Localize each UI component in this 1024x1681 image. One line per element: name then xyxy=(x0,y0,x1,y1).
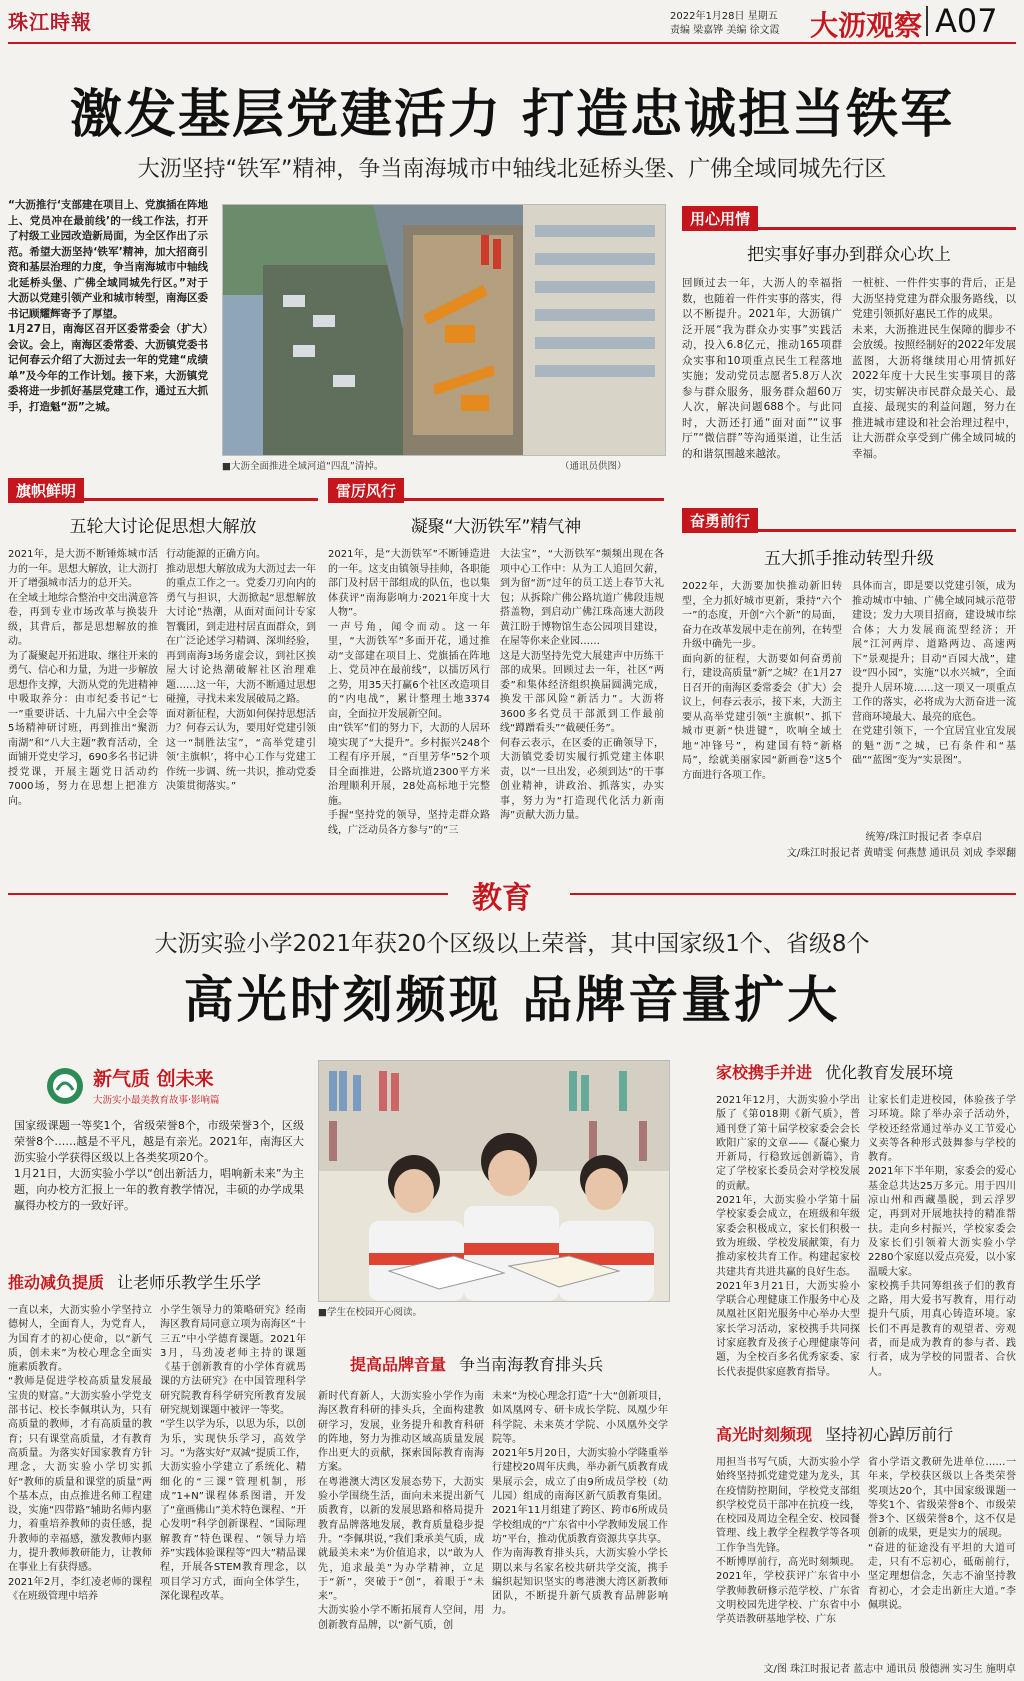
jiaxiao-heading xyxy=(716,1060,1016,1086)
main-photo xyxy=(222,204,666,456)
masthead-rule xyxy=(8,42,1016,44)
section-tag: 雷厉风行 xyxy=(328,478,404,503)
education-kicker: 大沥实验小学2021年获20个区级以上荣誉，其中国家级1个、省级8个 xyxy=(154,931,870,957)
construction-scene-image xyxy=(223,205,665,455)
gaoguang-heading xyxy=(716,1422,1016,1448)
date-line: 2022年1月28日 星期五 xyxy=(670,11,778,22)
pinpai-tag: 提高品牌音量 xyxy=(350,1355,447,1374)
jianfu-heading xyxy=(8,1270,308,1296)
section-tag: 用心用情 xyxy=(682,206,758,231)
education-section-label: 教育 xyxy=(472,881,532,916)
logo-title: 新气质 创未来 xyxy=(93,1068,214,1090)
section-tag: 旗帜鲜明 xyxy=(8,478,84,503)
gaoguang-text: 用担当书写气质，大沥实验小学始终坚持抓党建党建为龙头，其在疫情防控期间，学校党支部组织学校党员干部冲在抗疫一线，在校园及周边全程全安、校园餐管理、线上教学全程教学等各项工作争当先锋。 不断博厚前行，高光时刻频现。2021年，学校获评广东省中小学教师教研修示范学校、广东省文明校园先进学校、广东省中小学英语教研基地学校、广东 xyxy=(716,1457,860,1626)
section-title: 大沥观察 xyxy=(810,9,923,42)
section-text: 2021年，是“大沥铁军”不断锤造进的一年。这支由镇领导挂帅，各职能部门及村居干部组成的队伍，也以集体获评“南海影响力·2021年度十大人物”。 一声号角，闻令而动。这一年里，“大沥铁军”多面开花，通过推动“支部建在项目上、党旗插在阵地上、党员冲在最前线”，以擂厉风行之势，用35天打赢6个社区改造项目的“内电战”，累计整理土地3374亩，全面拉开发展新空间。 由“铁军”们的努力下，大沥的人居环境实现了“大提升”。乡村振兴248个工程有序开展，“百里芳华”52个项目全面推进，公路坑道2300平方米治理顺利开展，28处高标地于完整施。 手握“坚持党的领导，坚持走群众路线，广泛动员各方参与”的“三 xyxy=(328,549,490,836)
education-intro: 国家级课题一等奖1个，省级荣誉8个，市级荣誉3个，区级荣誉8个……越是不平凡，越是有亲光。2021年，南海区大沥实验小学获得区级以上各类奖项20个。 1月21日，大沥实验小学以“创出新活力，唱响新未来”为主题，向办校方汇报上一年的教育教学情况，丰硕的办学成果赢得办校方的一致好评。 xyxy=(14,1119,304,1212)
logo-subtitle: 大沥实小最美教育故事·影响篇 xyxy=(93,1095,220,1106)
section-text: 2022年，大沥要加快推动新旧转型，全力抓好城市更新，秉持“六个一”的态度，开创“六个新”的局面，奋力在改革发展中走在前列，在转型升级中确先一步。 面向新的征程，大沥要如何奋勇前行，建设高质量“新”之城？在1月27日召开的南海区委常委会（扩大）会议上，何春云表示，接下来，大沥主要从高举党建引领“主旗帜”、抓下城市更新“快进键”，吹响全域土地“冲锋号”，构建国有特“新格局”，绘就美丽家园“新画卷”这5个方面进行各项工作。 xyxy=(682,581,842,781)
editor-line: 责编 梁嘉铧 美编 徐文霞 xyxy=(670,25,780,36)
pinpai-text: 未来“为校心理念打造”十大“创新项目，如凤凰网专、研卡成长学院、凤凰少年科学院、未来英才学院、小凤凰外交学院等。 2021年5月20日，大沥实验小学隆重举行建校20周年庆典，举办新气质教育成果展示会，成立了由9所成员学校（幼儿园）组成的南海区新气质教育集团。2021年11月组建了跨区、跨市6所成员学校组成的“广东省中小学教师发展工作坊”平台，推动优质教育资源共享共享。 作为南海教育排头兵，大沥实验小学长期以来与名家名校共研共学交流，携手编织起知识坚实的粤港澳大湾区新教师团队，不断提升新气质教育品牌影响力。 xyxy=(492,1391,668,1617)
jianfu-title: 让老师乐教学生乐学 xyxy=(117,1273,262,1292)
students-reading-image xyxy=(319,1061,669,1301)
date-block xyxy=(670,10,790,38)
school-emblem-icon xyxy=(45,1066,85,1106)
main-photo-credit: （通讯员供图） xyxy=(560,461,627,472)
newspaper-logo: 珠江時報 xyxy=(8,10,92,34)
section-text: 一桩桩、一件件实事的背后，正是大沥坚持党建为群众服务路线，以党建引领抓好惠民工作的成果。 未来，大沥推进民生保障的脚步不会放缓。按照经制好的2022年发展蓝图，大沥将继续用心用情抓好2022年度十大民生实事项目的落实，切实解决市民群众最关心、最直接、最现实的利益问题，努力在推进城市建设和社会治理过程中，让大沥群众享受到广佛全域同城的幸福。 xyxy=(852,277,1016,460)
education-photo xyxy=(318,1060,670,1302)
section-text: 具体而言，即是要以党建引领，成为推动城市中轴、广佛全域同城示范带建设；发力大项目招商，建设城市综合体；大力发展商流型经济；开展“江河两岸、道路两边、高速两下”景观提升；目动“百园大战”，建设“四小园”，实施“以水兴城”，全面提升人居环境……这一项又一项重点工作的落实，必将成为大沥奋进一流营商环境最大、最亮的底色。 在党建引领下，一个宜居宜业宜发展的魁“沥”之城，已有条件和“基础”“蓝图”变为“实景图”。 xyxy=(852,581,1016,766)
byline: 统筹/珠江时报记者 李卓启 xyxy=(865,832,982,843)
education-rule-right xyxy=(570,893,1016,895)
pinpai-heading xyxy=(350,1352,680,1378)
education-rule-left xyxy=(8,893,448,895)
section-text: 大法宝”，“大沥铁军”频频出现在各项中心工作中：从为工人追回欠薪，到为留“沥”过年的员工送上春节大礼包；从拆除广佛公路坑道广佛段违规搭盖物，到启动广佛江珠高速大沥段黄江盼于博物馆生态公园项目建设，在屋等你来企业园…… 这是大沥坚持先党大展建声中历练干部的成果。回顾过去一年，社区“两委”和集体经济组织换届圆满完成，换发干部风险“新活力”。大沥将3600多名党员干部派到工作最前线“蹲蹭看头”“截硬任务”。 何春云表示，在区委的正确领导下，大沥镇党委切实履行抓党建主体职责，以“一旦出发，必须到达”的干事创业精神，讲政治、抓落实，办实事，努力为“打造现代化活力新南海”贡献大沥力量。 xyxy=(500,549,664,821)
section-tag: 奋勇前行 xyxy=(682,508,758,533)
main-headline: 激发基层党建活力 打造忠诚担当铁军 xyxy=(69,85,955,145)
pinpai-text: 新时代育新人，大沥实验小学作为南海区教育科研的排头兵，全面构建教研学习，发展，业务提升和教育科研的阵地，努力为推动区域高质量发展作出更大的贡献，探索国际教育南海方案。 在粤港澳大湾区发展态势下，大沥实验小学围绕生活，面向未来提出新气质教育，以新的发展思路和格局提升教育品牌落地发展，教育质量稳步提升。“李佩琪说，”我们秉承美气质，成就最美未来”为价值追求，以“敢为人先，追求最美”为办学精神，立足于“新”，突破于“创”，着眼于“未来”。 大沥实验小学不断拓展育人空间，用创新教育品牌，以“新气质，创 xyxy=(318,1391,484,1631)
education-headline: 高光时刻频现 品牌音量扩大 xyxy=(183,971,841,1029)
byline: 文/珠江时报记者 黄晴雯 何燕慧 通讯员 刘成 李翠翻 xyxy=(786,848,1016,859)
jiaxiao-title: 优化教育发展环境 xyxy=(825,1063,954,1082)
pinpai-title: 争当南海教育排头兵 xyxy=(459,1355,604,1374)
gaoguang-text: 省小学语文教研先进单位……一年来，学校获区级以上各类荣誉奖项达20个，其中国家级课题一等奖1个、省级荣誉8个、市级荣誉3个、区级荣誉8个，这不仅是创新的成果，更是实力的展现。 “奋进的征途没有平坦的大道可走，只有不忘初心，砥砺前行，坚定理想信念，矢志不渝坚持教育初心，才会走出新庄大道。”李佩琪说。 xyxy=(868,1457,1016,1611)
section-text: 2021年，是大沥不断锤炼城市活力的一年。思想大解放，让大沥打开了增强城市活力的总开关。 在全域土地综合整治中交出满意答卷，再到专业市场改革与换装升级，其背后，都是思想解放的推动。 为了凝聚起开拓进取、继往开来的勇气、信心和力量，为进一步解放思想作支撑，大沥从党的先进精神中吸取养分：由市纪委书记“七一”重要讲话、十九届六中全会等5场精神研讨班，再到推出“聚沥南湖”和“八大主题”教育活动，全面铺开党史学习，690多名书记讲授党课，开展主题党日活动约7000场，努力在思想上把准方向。 xyxy=(8,549,158,807)
section-heading: 五轮大讨论促思想大解放 xyxy=(69,517,257,537)
main-photo-caption: ■大沥全面推进全域河道“四乱”清掉。 xyxy=(222,461,384,472)
jianfu-text: 小学生领导力的策略研究》经南海区教育局同意立项为南海区“十三五”中小学德育课题。2021年3月，马劲凌老师主持的课题《基于创新教育的小学体育就馬课的方法研究》在中国管理科学研究院教育科学研究所教育发展研究规划课题中被评一等奖。 “学生以学为乐，以思为乐，以创为乐，实现快乐学习，高效学习。“为落实好”双减“提质工作，大沥实验小学建立了系统化、精细化的“三课”管理机制，形成”1+N”课程体系图谱，开发了“童画佛山”美术特色课程、“开心发明”科学创新课程、“国际理解教育”特色课程、“领导力培养”实践体验课程等“四大”精品课程，开展各STEM教育理念，以项目学习方式，面向全体学生，深化课程改革。 xyxy=(160,1305,306,1602)
jianfu-text: 一直以来，大沥实验小学坚持立德树人，全面育人，为党育人，为国育才的初心使命，以“新气质，创未来”为校心理念全面实施素质教育。 “教师是促进学校高质量发展最宝贵的财富。”大沥实验小学党支部书记、校长李佩琪认为，只有高质量的教师，才有高质量的教育；只有课堂高质量，才有教育高质量。为落实好国家教育方针理念，大沥实验小学切实抓好“教师的质量和课堂的质量”两个基本点，由点推进名师工程建设，实施“四带路”辅助名师内驱力，着重培养教师的责任感，提升教师的幸福感，激发教师内驱力，提升教师教研能力，让教师在事业上有获得感。 2021年2月，李红凌老师的课程《在班级管理中培养 xyxy=(8,1305,152,1602)
jiaxiao-text: 2021年12月，大沥实验小学出版了《第018期《新气质》，普通刊登了第十届学校家委会会长欧阳广家的文章——《凝心聚力开新局，行稳致远创新篇》，肯定了学校家长委员会对学校发展的贡献。 2021年，大沥实验小学第十届学校家委会成立，在班级和年级家委会积极成立，家长们积极一致为班级、学校发展献策，有力推动家校共育工作。构建起家校共建共育共进共赢的良好生态。 2021年3月21日，大沥实验小学联合心理健康工作服务中心及凤凰社区阳光服务中心举办大型家长学习活动，家校携手共同探讨家庭教育及孩子心理健康等问题，为全校百多名优秀家委、家长代表提供家庭教育指导。 xyxy=(716,1095,860,1378)
main-subhead: 大沥坚持“铁军”精神，争当南海城市中轴线北延桥头堡、广佛全域同城先行区 xyxy=(137,157,887,182)
jiaxiao-text: 让家长们走进校园，体验孩子学习环境。除了举办亲子活动外，学校还经常通过举办义工节爱心义卖等各种形式鼓舞参与学校的教育。 2021年下半年期，家委会的爱心基金总共达25万多元。用于四川凉山州和西藏墨脱，到云浮罗定，再到对开展地扶持的精准帮扶。走向乡村振兴，学校家委会及家长们引领着大沥实验小学2280个家庭以爱点亮爱，以小家温暖大家。 家校携手共同筹组孩子们的教育之路，用大爱书写教育，用行动提升气质，用真心铸造环境。家长们不再是教育的观望者、旁观者，而是成为教育的参与者、践行者，成为学校的同盟者、合伙人。 xyxy=(868,1095,1016,1378)
school-logo-block xyxy=(45,1062,245,1110)
jiaxiao-tag: 家校携手并进 xyxy=(716,1063,813,1082)
masthead-divider xyxy=(926,6,928,36)
lead-text: “大沥推行‘支部建在项目上、党旗插在阵地上、党员冲在最前线’的一线工作法，打开了村级工业园改造新局面，为全区作出了示范。希望大沥坚持‘铁军’精神，加大招商引资和基层治理的力度，争当南海城市中轴线北延桥头堡、广佛全域同城先行区。”对于大沥以党建引领产业和城市转型，南海区委书记顾耀辉寄予了厚望。 1月27日，南海区召开区委常委会（扩大）会议。会上，南海区委常委、大沥镇党委书记何春云介绍了大沥过去一年的党建“成绩单”及今年的工作计划。接下来，大沥镇党委将进一步抓好基层党建工作，通过五大抓手，打造魁“沥”之城。 xyxy=(8,199,208,413)
education-photo-caption: ■学生在校园开心阅读。 xyxy=(318,1307,422,1318)
page-number: A07 xyxy=(935,2,998,40)
gaoguang-tag: 高光时刻频现 xyxy=(716,1425,813,1444)
jianfu-tag: 推动减负提质 xyxy=(8,1273,105,1292)
section-heading: 五大抓手推动转型升级 xyxy=(764,549,934,569)
section-text: 回顾过去一年，大沥人的幸福指数，也随着一件件实事的落实，得以不断提升。2021年，大沥镇广泛开展“我为群众办实事”实践活动，投入6.8亿元，推动165项群众实事和10项重点民生工程落地实施；发动党员志愿者5.8万人次参与群众服务，服务群众超60万人次，解决问题688个。与此同时，大沥还打通“面对面”“议事厅”“微信群”等沟通渠道，让生活的和谐氛围越来越浓。 xyxy=(682,277,842,460)
education-byline: 文/图 珠江时报记者 蓝志中 通讯员 殷德洲 实习生 施明卓 xyxy=(763,1664,1016,1675)
section-heading: 把实事好事办到群众心坎上 xyxy=(747,245,951,265)
section-heading: 凝聚“大沥铁军”精气神 xyxy=(410,517,582,537)
gaoguang-title: 坚持初心踔厉前行 xyxy=(825,1425,954,1444)
section-text: 行动能源的正确方向。 推动思想大解放成为大沥过去一年的重点工作之一。党委刀刃向内的勇气与担识，大沥掀起“思想解放大讨论”热潮，从面对面问计专家智囊团，到走进村居直面群众，到在广泛论述学习精调、深圳经验，再到南海3场务虚会议，到社区挨屋大讨论热潮破解社区治理难题……这一年，大沥不断通过思想碰撞，寻找未来发展破局之路。 面对新征程，大沥如何保持思想活力？何春云认为，要用好党建引领这一“制胜法宝”，“高举党建引领‘主旗帜’，将中心工作与党建工作统一步调、统一共识，推动党委决策贯彻落实。” xyxy=(166,549,316,792)
